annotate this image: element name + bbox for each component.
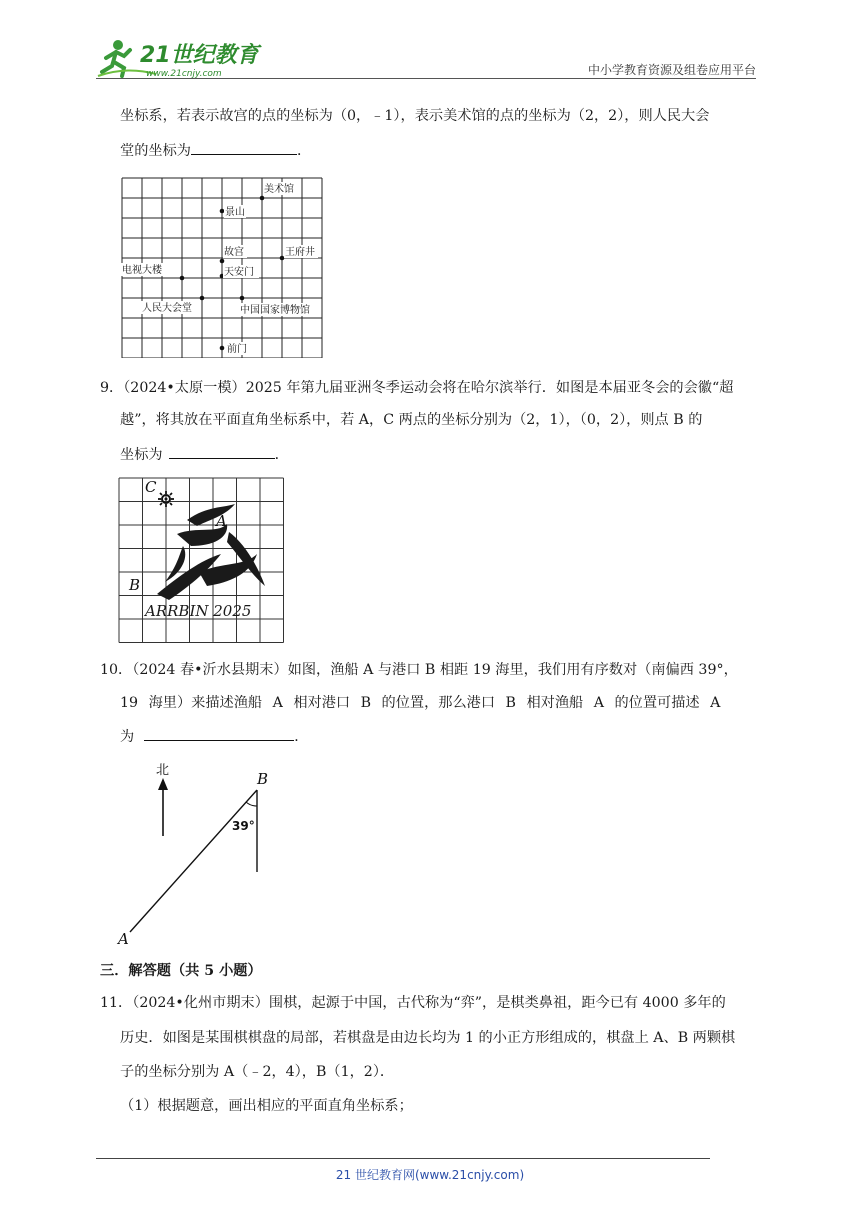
footer-text: 21 世纪教育网(www.21cnjy.com): [335, 1168, 525, 1182]
q9-line-3: [120, 444, 289, 465]
label-renmin: 人民大会堂: [142, 303, 192, 314]
point-jingshan: [220, 209, 225, 214]
q9-line-3-text: 坐标为: [120, 447, 163, 463]
q8-line-1: 坐标系，若表示故宫的点的坐标为（0，﹣1），表示美术馆的点的坐标为（2，2），则人民大会: [120, 108, 710, 124]
angle-label: 39°: [232, 819, 255, 833]
q10-line-3-end: ．: [294, 729, 309, 745]
q9-label-a: A: [216, 512, 227, 530]
q10-line-3-text: 为: [120, 729, 135, 745]
q9-emblem-grid: [117, 476, 287, 644]
q8-labels: [121, 182, 321, 355]
line-ab: [130, 790, 257, 932]
q11-line-3: 子的坐标分别为 A（﹣2，4），B（1，2）．: [120, 1064, 395, 1080]
north-label: 北: [156, 763, 170, 778]
label-jingshan: 景山: [225, 207, 245, 218]
q8-line-2-end: ．: [296, 143, 312, 159]
q8-line-2-text: 堂的坐标为: [120, 143, 191, 159]
emblem-text: ARRBIN 2025: [145, 602, 252, 620]
q10-bearing-figure: [112, 756, 282, 952]
q9-line-2: 越”，将其放在平面直角坐标系中，若 A，C 两点的坐标分别为（2，1），（0，2），则点 B 的: [120, 412, 703, 428]
q10-line-2: 19 海里）来描述渔船 A 相对港口 B 的位置，那么港口 B 相对渔船 A 的位置可描述 A: [120, 695, 721, 711]
angle-arc: [246, 802, 257, 806]
q11-line-2: 历史．如图是某围棋棋盘的局部，若棋盘是由边长均为 1 的小正方形组成的，棋盘上 A、B 两颗棋: [120, 1030, 736, 1046]
q10-line-3: [120, 726, 308, 747]
platform-name: 中小学教育资源及组卷应用平台: [587, 63, 756, 77]
label-meishuguan: 美术馆: [264, 184, 294, 195]
section-title: 三．解答题（共 5 小题）: [100, 963, 262, 979]
q10-answer-blank[interactable]: [144, 726, 294, 741]
q11-sub-1: （1）根据题意，画出相应的平面直角坐标系；: [120, 1098, 413, 1114]
point-dianshi: [180, 276, 185, 281]
logo-text: 21世纪教育: [140, 43, 259, 68]
point-bowuguan: [240, 296, 245, 301]
label-gugong: 故宫: [224, 247, 244, 258]
point-wangfujing: [280, 256, 285, 261]
q9-label-c: C: [145, 478, 157, 496]
label-wangfujing: 王府井: [285, 247, 315, 258]
q8-line-2: [120, 140, 311, 161]
q9-answer-blank[interactable]: [169, 444, 275, 459]
q10-line-1: 10．（2024 春•沂水县期末）如图，渔船 A 与港口 B 相距 19 海里，我们用有序数对（南偏西 39°，: [100, 662, 738, 678]
label-tiananmen: 天安门: [224, 267, 254, 278]
emblem-icon: [157, 504, 265, 600]
q10-label-b: B: [257, 770, 269, 788]
q10-label-a: A: [118, 930, 129, 948]
point-renmin: [200, 296, 205, 301]
q11-line-1: 11．（2024•化州市期末）围棋，起源于中国，古代称为“弈”，是棋类鼻祖，距今已有 4000 多年的: [100, 995, 726, 1011]
q9-line-1: 9．（2024•太原一模）2025 年第九届亚洲冬季运动会将在哈尔滨举行．如图是本届亚冬会的会徽“超: [100, 380, 734, 396]
q8-map-grid: [120, 176, 326, 358]
q9-label-b: B: [129, 576, 141, 594]
site-logo: [96, 36, 266, 80]
label-qianmen: 前门: [227, 344, 247, 355]
sun-icon: [158, 491, 174, 507]
logo-url: www.21cnjy.com: [146, 69, 222, 79]
point-qianmen: [220, 346, 225, 351]
label-bowuguan: 中国国家博物馆: [240, 305, 310, 316]
q8-answer-blank[interactable]: [191, 140, 297, 155]
footer-divider: [96, 1158, 710, 1159]
north-arrow-icon: [158, 778, 168, 836]
q9-line-3-end: ．: [274, 447, 289, 463]
label-dianshi: 电视大楼: [122, 265, 162, 276]
header-divider: [96, 78, 756, 79]
point-meishuguan: [260, 196, 265, 201]
point-gugong: [220, 259, 225, 264]
